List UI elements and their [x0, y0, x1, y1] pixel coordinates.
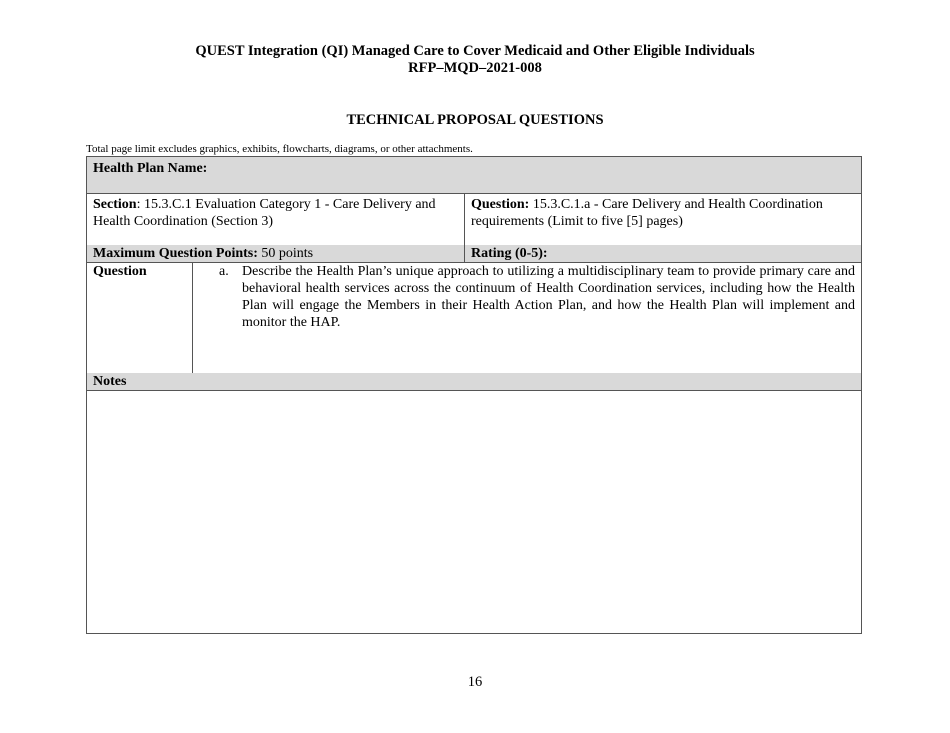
max-points-label: Maximum Question Points: — [93, 246, 258, 261]
question-text-cell — [193, 262, 861, 373]
section-cell — [87, 193, 464, 245]
question-ref-value: 15.3.C.1.a - Care Delivery and Health Coordination requirements (Limit to five [5] pages) — [471, 197, 823, 229]
proposal-question-form — [86, 156, 862, 634]
section-heading: TECHNICAL PROPOSAL QUESTIONS — [346, 112, 604, 128]
health-plan-name-field[interactable] — [87, 157, 861, 193]
question-row-label: Question — [93, 264, 147, 279]
health-plan-name-label: Health Plan Name: — [93, 161, 208, 176]
notes-header: Notes — [87, 373, 861, 390]
question-ref-label: Question: — [471, 197, 530, 212]
document-title: QUEST Integration (QI) Managed Care to Cover Medicaid and Other Eligible Individuals — [195, 43, 755, 59]
notes-area[interactable] — [87, 390, 861, 633]
rfp-number: RFP–MQD–2021-008 — [408, 60, 542, 76]
question-ref-cell — [465, 193, 861, 245]
question-item-marker: a. — [219, 264, 229, 279]
question-item-text: Describe the Health Plan’s unique approach to utilizing a multidisciplinary team to provide primary care and behavioral health services across the continuum of Health Coordination services, including how the Health Plan will engage the Members in their Health Action Plan, and how the Health Plan will implement and monitor the HAP. — [242, 264, 855, 330]
section-value: : 15.3.C.1 Evaluation Category 1 - Care Delivery and Health Coordination (Section 3) — [93, 197, 436, 229]
page-limit-note: Total page limit excludes graphics, exhibits, flowcharts, diagrams, or other attachments. — [86, 143, 473, 155]
rating-field[interactable] — [465, 245, 861, 262]
section-label: Section — [93, 197, 137, 212]
page-number: 16 — [467, 674, 483, 690]
rating-label: Rating (0-5): — [471, 246, 548, 261]
max-points-cell — [87, 245, 464, 262]
max-points-value: 50 points — [257, 246, 314, 261]
